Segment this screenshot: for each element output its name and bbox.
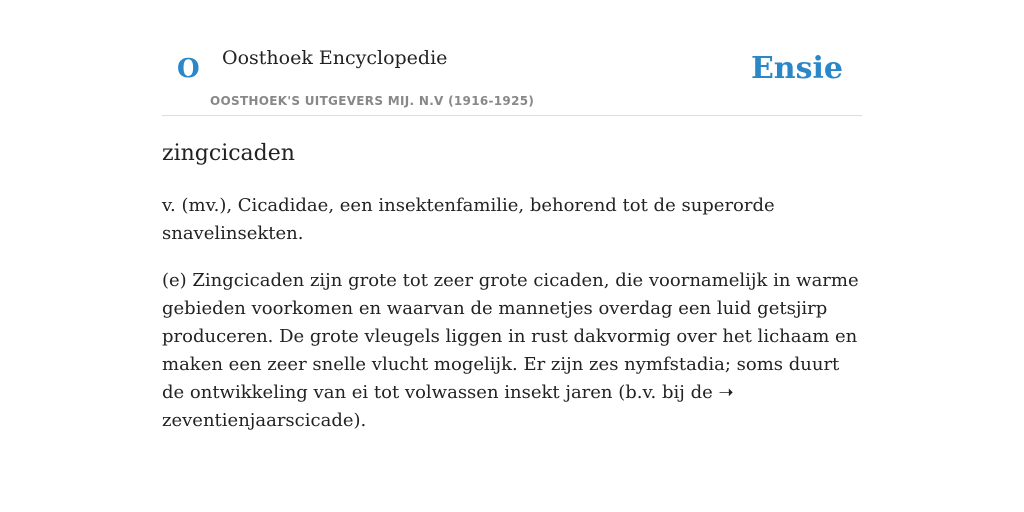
paragraph-2-closing: ). — [353, 410, 367, 431]
source-header — [162, 0, 862, 116]
entry-paragraph-1: v. (mv.), Cicadidae, een insektenfamilie, behorend tot de superorde snavelinsekten. — [162, 195, 775, 244]
xref-term: zeventienjaarscicade — [162, 410, 354, 431]
brand-logo[interactable]: Ensie — [750, 51, 843, 86]
entry-title: zingcicaden — [162, 141, 295, 166]
source-subtitle: OOSTHOEK'S UITGEVERS MIJ. N.V (1916-1925) — [210, 94, 535, 108]
source-title-link[interactable]: Oosthoek Encyclopedie — [222, 47, 448, 69]
entry-paragraph-2 — [162, 267, 862, 435]
content-container — [162, 0, 862, 431]
xref-arrow-icon: ➝ — [718, 382, 734, 403]
source-logo[interactable]: O — [177, 54, 200, 84]
paragraph-2-text: (e) Zingcicaden zijn grote tot zeer grote cicaden, die voornamelijk in warme gebieden voorkomen en waarvan de mannetjes overdag een luid getsjirp produceren. De grote vleugels liggen in rust dakvormig over het lichaam en maken een zeer snelle vlucht mogelijk. Er zijn zes nymfstadia; soms duurt de ontwikkeling van ei tot volwassen insekt jaren (b.v. bij de — [162, 270, 859, 403]
